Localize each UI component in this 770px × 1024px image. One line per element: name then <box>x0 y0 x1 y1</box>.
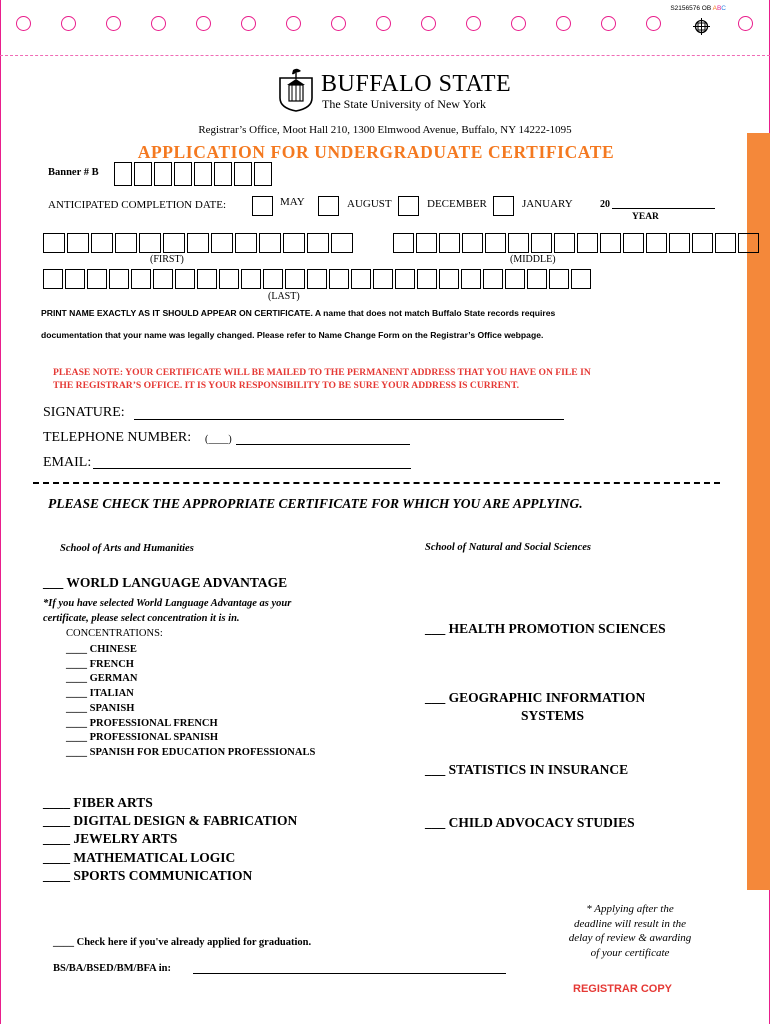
checkbox-august[interactable] <box>318 196 339 216</box>
character-cell[interactable] <box>43 269 63 289</box>
cert-statistics-insurance[interactable]: ___ STATISTICS IN INSURANCE <box>425 762 629 777</box>
character-cell[interactable] <box>351 269 371 289</box>
character-cell[interactable] <box>235 233 257 253</box>
character-cell[interactable] <box>197 269 217 289</box>
certificate-option[interactable]: ____ FIBER ARTS <box>43 795 153 810</box>
checkbox-may[interactable] <box>252 196 273 216</box>
character-cell[interactable] <box>211 233 233 253</box>
last-name-label: (LAST) <box>268 291 300 302</box>
character-cell[interactable] <box>234 162 252 186</box>
option-december: DECEMBER <box>427 198 487 210</box>
middle-name-label: (MIDDLE) <box>510 254 556 265</box>
character-cell[interactable] <box>154 162 172 186</box>
character-cell[interactable] <box>462 233 483 253</box>
punch-hole <box>738 16 753 31</box>
character-cell[interactable] <box>483 269 503 289</box>
character-cell[interactable] <box>531 233 552 253</box>
character-cell[interactable] <box>131 269 151 289</box>
form-title: APPLICATION FOR UNDERGRADUATE CERTIFICATE <box>137 142 615 162</box>
character-cell[interactable] <box>67 233 89 253</box>
character-cell[interactable] <box>373 269 393 289</box>
checkbox-december[interactable] <box>398 196 419 216</box>
character-cell[interactable] <box>485 233 506 253</box>
year-label: YEAR <box>632 212 659 222</box>
world-language-note-line1: *If you have selected World Language Advantage as your <box>43 598 292 609</box>
top-perforation-line <box>0 55 770 56</box>
mail-note-line1: PLEASE NOTE: YOUR CERTIFICATE WILL BE MAILED TO THE PERMANENT ADDRESS THAT YOU HAVE ON FILE IN <box>53 367 591 378</box>
degree-label: BS/BA/BSED/BM/BFA in: <box>53 963 171 974</box>
telephone-area-code: (____) <box>205 434 232 445</box>
concentration-option[interactable]: ____ CHINESE <box>66 644 137 655</box>
character-cell[interactable] <box>393 233 414 253</box>
late-note-line: of your certificate <box>590 946 670 959</box>
banner-label: Banner # B <box>48 167 99 178</box>
school-natural-social-sciences: School of Natural and Social Sciences <box>425 542 591 553</box>
character-cell[interactable] <box>307 233 329 253</box>
character-cell[interactable] <box>307 269 327 289</box>
character-cell[interactable] <box>65 269 85 289</box>
option-january: JANUARY <box>522 198 573 210</box>
year-input[interactable] <box>612 208 715 209</box>
character-cell[interactable] <box>254 162 272 186</box>
concentration-list <box>66 643 315 761</box>
mail-note-line2: THE REGISTRAR’S OFFICE. IT IS YOUR RESPONSIBILITY TO BE SURE YOUR ADDRESS IS CURRENT. <box>53 380 520 391</box>
registrar-copy-label: REGISTRAR COPY <box>573 983 673 995</box>
banner-number-field[interactable] <box>114 162 274 186</box>
punch-hole <box>601 16 616 31</box>
logo-wordmark: BUFFALO STATE <box>321 71 512 97</box>
character-cell[interactable] <box>416 233 437 253</box>
punch-hole <box>196 16 211 31</box>
character-cell[interactable] <box>115 233 137 253</box>
character-cell[interactable] <box>527 269 547 289</box>
world-language-note-line2: certificate, please select concentration it is in. <box>43 613 240 624</box>
school-arts-humanities: School of Arts and Humanities <box>60 543 194 554</box>
punch-hole <box>376 16 391 31</box>
late-note-line: * Applying after the <box>586 903 674 915</box>
punch-hole <box>646 16 661 31</box>
section-divider <box>33 482 720 484</box>
first-name-field[interactable] <box>43 233 355 253</box>
character-cell[interactable] <box>285 269 305 289</box>
concentration-option[interactable]: ____ ITALIAN <box>66 688 134 700</box>
cert-health-promotion[interactable]: ___ HEALTH PROMOTION SCIENCES <box>425 621 666 636</box>
degree-input[interactable] <box>193 973 506 974</box>
character-cell[interactable] <box>214 162 232 186</box>
character-cell[interactable] <box>505 269 525 289</box>
character-cell[interactable] <box>241 269 261 289</box>
character-cell[interactable] <box>91 233 113 253</box>
punch-hole <box>106 16 121 31</box>
email-label: EMAIL: <box>43 455 92 470</box>
character-cell[interactable] <box>623 233 644 253</box>
character-cell[interactable] <box>109 269 129 289</box>
option-may: MAY <box>280 196 305 208</box>
certificate-option[interactable]: ____ DIGITAL DESIGN & FABRICATION <box>43 813 298 829</box>
punch-hole <box>556 16 571 31</box>
character-cell[interactable] <box>554 233 575 253</box>
character-cell[interactable] <box>139 233 161 253</box>
character-cell[interactable] <box>549 269 569 289</box>
graduation-check[interactable]: ____ Check here if you've already applied for graduation. <box>53 937 312 948</box>
cert-child-advocacy[interactable]: ___ CHILD ADVOCACY STUDIES <box>425 815 635 830</box>
character-cell[interactable] <box>738 233 759 253</box>
logo-subtitle: The State University of New York <box>322 97 486 111</box>
character-cell[interactable] <box>439 269 459 289</box>
character-cell[interactable] <box>114 162 132 186</box>
character-cell[interactable] <box>259 233 281 253</box>
certificate-option[interactable]: ____ MATHEMATICAL LOGIC <box>43 849 236 865</box>
character-cell[interactable] <box>508 233 529 253</box>
character-cell[interactable] <box>715 233 736 253</box>
completion-date-label: ANTICIPATED COMPLETION DATE: <box>48 199 227 211</box>
late-note-line: delay of review & awarding <box>568 932 692 944</box>
character-cell[interactable] <box>163 233 185 253</box>
first-name-label: (FIRST) <box>150 254 184 265</box>
arts-certificate-list <box>43 794 297 885</box>
signature-line[interactable] <box>134 419 564 420</box>
cert-geographic-information-line2: SYSTEMS <box>521 708 585 723</box>
character-cell[interactable] <box>417 269 437 289</box>
year-prefix: 20 <box>600 199 610 210</box>
punch-hole <box>151 16 166 31</box>
character-cell[interactable] <box>283 233 305 253</box>
character-cell[interactable] <box>174 162 192 186</box>
concentration-option[interactable]: ____ GERMAN <box>66 673 138 685</box>
punch-hole <box>241 16 256 31</box>
concentration-option[interactable]: ____ SPANISH <box>66 702 135 714</box>
telephone-label: TELEPHONE NUMBER: <box>43 430 192 445</box>
character-cell[interactable] <box>194 162 212 186</box>
punch-hole <box>286 16 301 31</box>
late-note-line: deadline will result in the <box>573 917 687 930</box>
concentrations-label: CONCENTRATIONS: <box>66 628 163 639</box>
registrar-address: Registrar’s Office, Moot Hall 210, 1300 Elmwood Avenue, Buffalo, NY 14222-1095 <box>198 124 572 136</box>
character-cell[interactable] <box>175 269 195 289</box>
character-cell[interactable] <box>669 233 690 253</box>
character-cell[interactable] <box>134 162 152 186</box>
character-cell[interactable] <box>43 233 65 253</box>
character-cell[interactable] <box>263 269 283 289</box>
punch-hole <box>61 16 76 31</box>
character-cell[interactable] <box>461 269 481 289</box>
character-cell[interactable] <box>187 233 209 253</box>
form-code: S2156576 OB ABC <box>670 5 726 12</box>
punch-hole <box>466 16 481 31</box>
checkbox-january[interactable] <box>493 196 514 216</box>
punch-hole <box>421 16 436 31</box>
character-cell[interactable] <box>153 269 173 289</box>
character-cell[interactable] <box>571 269 591 289</box>
print-name-note-line2: documentation that your name was legally changed. Please refer to Name Change Form on the Registrar’s Office webpage. <box>41 330 544 340</box>
print-name-note-line1: PRINT NAME EXACTLY AS IT SHOULD APPEAR ON CERTIFICATE. A name that does not match Buffalo State records requires <box>41 308 556 318</box>
signature-label: SIGNATURE: <box>43 405 125 420</box>
check-heading: PLEASE CHECK THE APPROPRIATE CERTIFICATE FOR WHICH YOU ARE APPLYING. <box>48 496 583 511</box>
character-cell[interactable] <box>600 233 621 253</box>
character-cell[interactable] <box>331 233 353 253</box>
character-cell[interactable] <box>87 269 107 289</box>
character-cell[interactable] <box>692 233 713 253</box>
buffalo-state-seal-icon <box>277 68 315 112</box>
punch-hole <box>16 16 31 31</box>
concentration-option[interactable]: ____ PROFESSIONAL FRENCH <box>66 717 218 729</box>
concentration-option[interactable]: ____ SPANISH FOR EDUCATION PROFESSIONALS <box>66 746 316 758</box>
last-name-field[interactable] <box>43 269 593 289</box>
middle-name-field[interactable] <box>393 233 761 253</box>
cert-world-language-advantage[interactable]: ___ WORLD LANGUAGE ADVANTAGE <box>43 575 288 590</box>
concentration-option[interactable]: ____ PROFESSIONAL SPANISH <box>66 732 219 744</box>
character-cell[interactable] <box>395 269 415 289</box>
character-cell[interactable] <box>646 233 667 253</box>
registration-target-icon <box>693 18 710 35</box>
late-application-note <box>545 902 715 960</box>
punch-hole <box>511 16 526 31</box>
character-cell[interactable] <box>329 269 349 289</box>
character-cell[interactable] <box>577 233 598 253</box>
option-august: AUGUST <box>347 198 392 210</box>
cert-geographic-information[interactable]: ___ GEOGRAPHIC INFORMATION <box>425 690 646 705</box>
telephone-input[interactable] <box>236 444 410 445</box>
punch-hole <box>331 16 346 31</box>
concentration-option[interactable]: ____ FRENCH <box>66 658 134 670</box>
certificate-option[interactable]: ____ SPORTS COMMUNICATION <box>43 867 253 883</box>
email-input[interactable] <box>93 468 411 469</box>
character-cell[interactable] <box>219 269 239 289</box>
certificate-option[interactable]: ____ JEWELRY ARTS <box>43 831 178 847</box>
character-cell[interactable] <box>439 233 460 253</box>
